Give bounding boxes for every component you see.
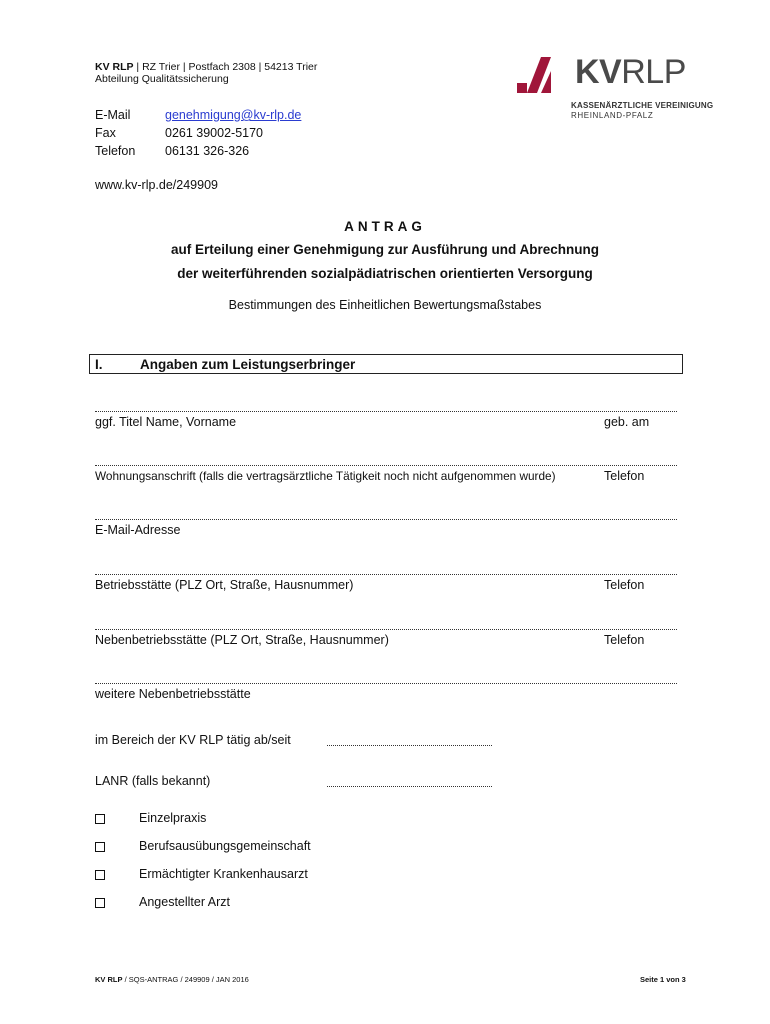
checkbox-label-employed-doctor: Angestellter Arzt xyxy=(139,895,231,909)
email-link[interactable]: genehmigung@kv-rlp.de xyxy=(165,108,302,122)
checkbox-label-hospital-doctor: Ermächtigter Krankenhausarzt xyxy=(139,867,308,881)
field-label-practice: Betriebsstätte (PLZ Ort, Straße, Hausnummer) xyxy=(95,578,354,592)
checkbox-label-bag: Berufsausübungsgemeinschaft xyxy=(139,839,311,853)
field-label-email: E-Mail-Adresse xyxy=(95,523,181,537)
section-header xyxy=(89,354,683,374)
fax-label: Fax xyxy=(95,126,116,140)
active-since-field-line[interactable] xyxy=(327,745,492,746)
field-label-home-address: Wohnungsanschrift (falls die vertragsärztliche Tätigkeit noch nicht aufgenommen wurde) xyxy=(95,469,556,483)
logo-wordmark: KVRLP xyxy=(575,53,686,91)
sender-org: KV RLP xyxy=(95,61,134,73)
contact-block xyxy=(95,106,301,160)
checkbox-label-einzelpraxis: Einzelpraxis xyxy=(139,811,207,825)
phone-value: 06131 326-326 xyxy=(165,144,250,158)
checkbox-hospital-doctor[interactable] xyxy=(95,870,105,880)
branch-field-line[interactable] xyxy=(95,629,677,630)
further-branch-field-line[interactable] xyxy=(95,683,677,684)
field-label-branch: Nebenbetriebsstätte (PLZ Ort, Straße, Hausnummer) xyxy=(95,633,389,647)
sender-address: | RZ Trier | Postfach 2308 | 54213 Trier xyxy=(133,61,318,73)
field-right-phone-1: Telefon xyxy=(604,469,645,483)
checkbox-einzelpraxis[interactable] xyxy=(95,814,105,824)
field-label-further-branch: weitere Nebenbetriebsstätte xyxy=(95,687,251,701)
footer-org: KV RLP xyxy=(95,975,123,984)
email-label: E-Mail xyxy=(95,108,131,122)
document-subtitle-3: Bestimmungen des Einheitlichen Bewertungsmaßstabes xyxy=(228,298,542,312)
checkbox-bag[interactable] xyxy=(95,842,105,852)
field-label-name: ggf. Titel Name, Vorname xyxy=(95,415,237,429)
logo-line2: RHEINLAND-PFALZ xyxy=(571,111,654,120)
email-field-line[interactable] xyxy=(95,519,677,520)
practice-field-line[interactable] xyxy=(95,574,677,575)
field-label-lanr: LANR (falls bekannt) xyxy=(95,774,211,788)
field-right-phone-2: Telefon xyxy=(604,578,645,592)
footer-page-number: Seite 1 von 3 xyxy=(640,975,686,984)
document-subtitle-1: auf Erteilung einer Genehmigung zur Ausführung und Abrechnung xyxy=(171,242,599,257)
logo-mark-icon xyxy=(517,57,561,93)
footer-ref: / SQS-ANTRAG / 249909 / JAN 2016 xyxy=(122,975,249,984)
section-number: I. xyxy=(95,357,103,372)
field-label-active-since: im Bereich der KV RLP tätig ab/seit xyxy=(95,733,291,747)
web-url: www.kv-rlp.de/249909 xyxy=(95,178,218,192)
fax-value: 0261 39002-5170 xyxy=(165,126,264,140)
footer-reference xyxy=(95,975,249,984)
document-title: ANTRAG xyxy=(344,219,426,234)
logo-line1: KASSENÄRZTLICHE VEREINIGUNG xyxy=(571,101,714,110)
checkbox-employed-doctor[interactable] xyxy=(95,898,105,908)
document-subtitle-2: der weiterführenden sozialpädiatrischen orientierten Versorgung xyxy=(177,266,593,281)
phone-label: Telefon xyxy=(95,144,136,158)
field-right-phone-3: Telefon xyxy=(604,633,645,647)
lanr-field-line[interactable] xyxy=(327,786,492,787)
name-field-line[interactable] xyxy=(95,411,677,412)
kvrlp-logo xyxy=(517,53,714,125)
section-title: Angaben zum Leistungserbringer xyxy=(140,357,356,372)
home-address-field-line[interactable] xyxy=(95,465,677,466)
department: Abteilung Qualitätssicherung xyxy=(95,73,229,85)
field-right-birthdate: geb. am xyxy=(604,415,650,429)
